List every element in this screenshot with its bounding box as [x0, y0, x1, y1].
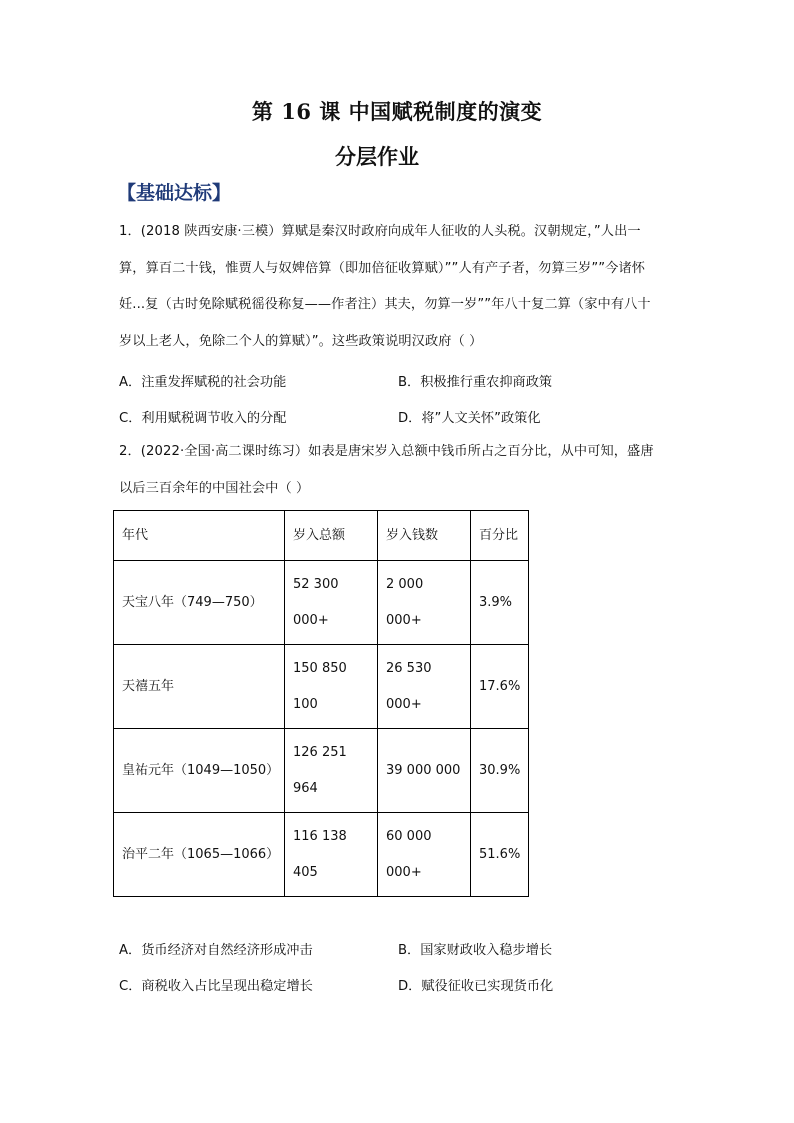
question-1-line: 1．(2018 陕西安康·三模）算赋是秦汉时政府向成年人征收的人头税。汉朝规定，”人出一	[119, 224, 641, 239]
table-cell-era: 天禧五年	[114, 645, 285, 729]
table-cell-coin: 39 000 000	[378, 729, 471, 813]
question-1-line: 岁以上老人，免除二个人的算赋）”。这些政策说明汉政府（ ）	[119, 333, 483, 349]
table-row	[114, 729, 529, 813]
question-1-line: 算，算百二十钱，惟贾人与奴婢倍算（即加倍征收算赋）””人有产子者，勿算三岁””今诸怀	[119, 260, 646, 276]
table-cell-pct: 30.9%	[471, 729, 529, 813]
question-1-option-d[interactable]: D．将”人文关怀”政策化	[398, 411, 541, 426]
table-cell-era: 治平二年（1065—1066）	[114, 813, 285, 897]
table-header-cell: 百分比	[471, 511, 529, 561]
question-1-option-c[interactable]: C．利用赋税调节收入的分配	[119, 411, 287, 426]
question-1-option-a[interactable]: A．注重发挥赋税的社会功能	[119, 375, 287, 390]
question-2-line: 以后三百余年的中国社会中（ ）	[119, 480, 310, 496]
table-header-row	[114, 511, 529, 561]
table-cell-pct: 51.6%	[471, 813, 529, 897]
table-header-cell: 岁入钱数	[378, 511, 471, 561]
page-title: 第 16 课 中国赋税制度的演变	[251, 99, 543, 124]
table-cell-coin: 60 000 000+	[378, 813, 471, 897]
section-heading: 【基础达标】	[117, 182, 232, 204]
page-subtitle: 分层作业	[335, 144, 419, 169]
table-cell-era: 皇祐元年（1049—1050）	[114, 729, 285, 813]
question-2-option-d[interactable]: D．赋役征收已实现货币化	[398, 979, 554, 994]
table-cell-total: 116 138 405	[285, 813, 378, 897]
table-cell-pct: 3.9%	[471, 561, 529, 645]
table-cell-coin: 2 000 000+	[378, 561, 471, 645]
question-2-stem	[119, 434, 679, 507]
table-row	[114, 645, 529, 729]
question-2-line: 2．(2022·全国·高二课时练习）如表是唐宋岁入总额中钱币所占之百分比，从中可知，盛唐	[119, 444, 654, 459]
table-cell-pct: 17.6%	[471, 645, 529, 729]
table-cell-total: 150 850 100	[285, 645, 378, 729]
question-2-option-a[interactable]: A．货币经济对自然经济形成冲击	[119, 943, 313, 958]
question-2-option-b[interactable]: B．国家财政收入稳步增长	[398, 943, 553, 958]
revenue-table	[113, 510, 529, 897]
table-header-cell: 年代	[114, 511, 285, 561]
table-cell-era: 天宝八年（749—750）	[114, 561, 285, 645]
table-row	[114, 561, 529, 645]
table-cell-total: 126 251 964	[285, 729, 378, 813]
question-1-stem	[119, 214, 679, 360]
question-1-option-b[interactable]: B．积极推行重农抑商政策	[398, 375, 553, 390]
question-1-line: 妊...复（古时免除赋税徭役称复——作者注）其夫，勿算一岁””年八十复二算（家中有八十	[119, 297, 651, 312]
table-header-cell: 岁入总额	[285, 511, 378, 561]
table-row	[114, 813, 529, 897]
question-2-option-c[interactable]: C．商税收入占比呈现出稳定增长	[119, 979, 313, 994]
table-cell-coin: 26 530 000+	[378, 645, 471, 729]
table-cell-total: 52 300 000+	[285, 561, 378, 645]
